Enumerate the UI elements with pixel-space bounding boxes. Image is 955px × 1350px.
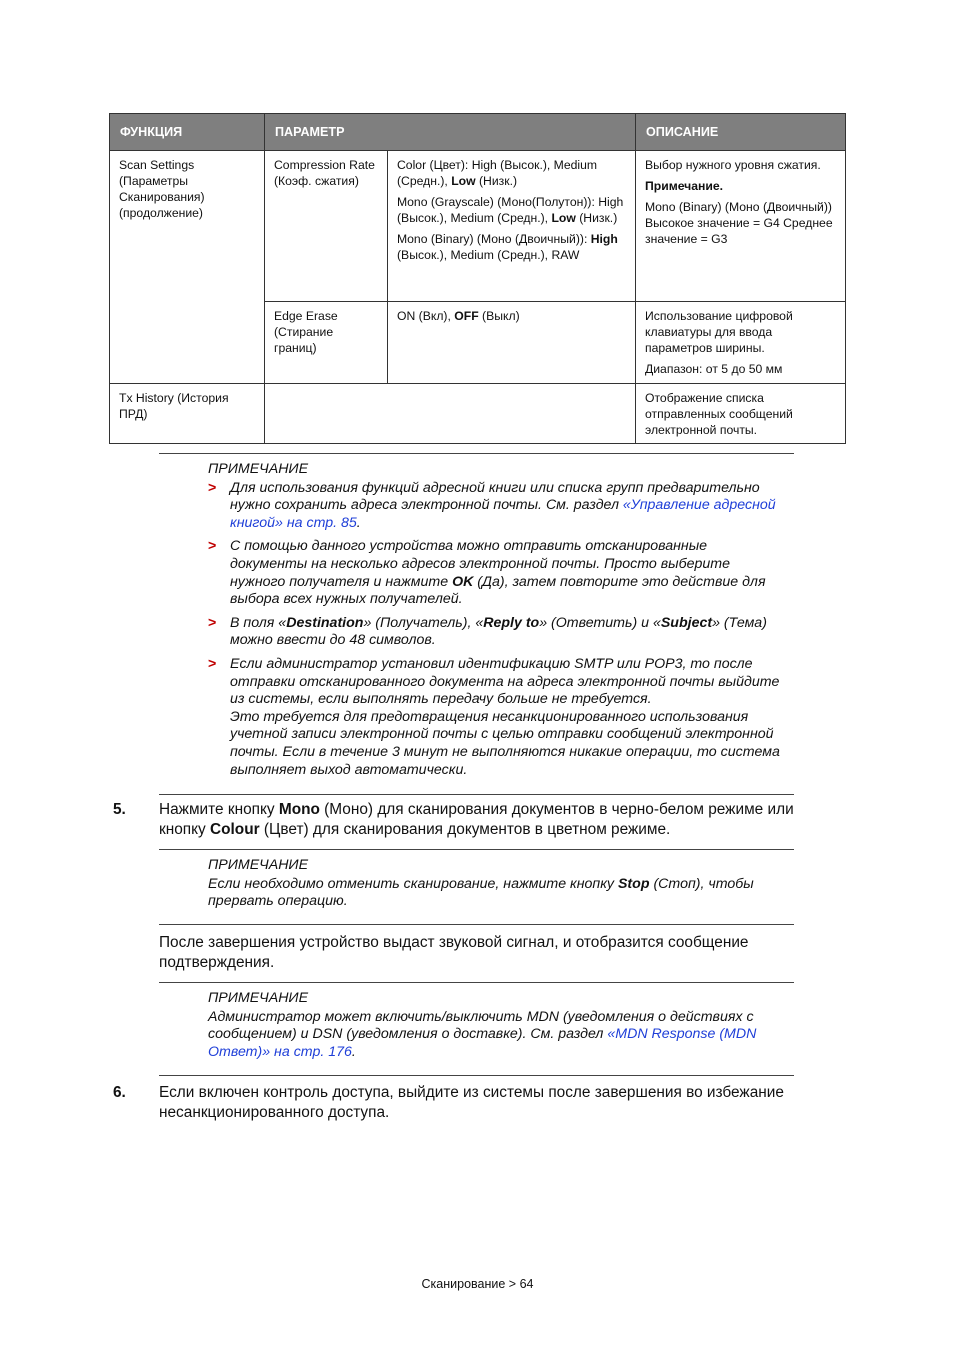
note-cancel-scan [208,857,783,911]
param-tx-history-empty [265,384,636,444]
note-address-book [208,461,783,785]
note-bullet: > Для использования функций адресной книги или списка групп предварительно нужно сохранить адреса электронной почты. См. раздел «Управление адресной книгой» на стр. 85. [208,479,776,531]
step-text: Нажмите кнопку Mono (Моно) для сканирования документов в черно-белом режиме или кнопку Colour (Цвет) для сканирования документов в цветном режиме. [159,801,794,838]
header-parameter: ПАРАМЕТР [265,114,636,151]
completion-paragraph: После завершения устройство выдаст звуковой сигнал, и отобразится сообщение подтверждения. [159,934,749,971]
step-number: 6. [113,1084,126,1101]
value-grayscale: Mono (Grayscale) (Моно(Полутон)): High (Высок.), Medium (Средн.), Low (Низк.) [397,195,624,225]
divider [159,794,794,795]
link-address-book[interactable]: «Управление адресной книгой» на стр. 85 [230,497,776,531]
function-tx-history: Tx History (История ПРД) [110,384,265,444]
note-bullet: > С помощью данного устройства можно отправить отсканированные документы на несколько адресов электронной почты. Просто выберите нужного получателя и нажмите OK (Да), затем повторите это действие для выбора всех нужных получателей. [208,538,766,608]
value-binary: Mono (Binary) (Моно (Двоичный)): High (Высок.), Medium (Средн.), RAW [397,232,618,262]
note-text: Если необходимо отменить сканирование, нажмите кнопку Stop (Стоп), чтобы прервать операцию. [208,875,754,910]
note-bullet: > В поля «Destination» (Получатель), «Reply to» (Ответить) и «Subject» (Тема) можно ввести до 48 символов. [208,614,767,649]
header-function: ФУНКЦИЯ [110,114,265,151]
desc-compression-note-label: Примечание. [645,179,724,193]
divider [159,924,794,925]
divider [159,453,794,454]
table-header-row [110,114,846,151]
note-title: ПРИМЕЧАНИЕ [208,461,309,477]
desc-tx-history: Отображение списка отправленных сообщений электронной почты. [636,384,846,444]
function-scan-settings: Scan Settings (Параметры Сканирования) (продолжение) [110,151,265,384]
desc-edge-erase-text: Использование цифровой клавиатуры для ввода параметров ширины. [645,309,793,355]
step-6 [113,1083,813,1122]
note-bullet: > Если администратор установил идентификацию SMTP или POP3, то после отправки отсканированного документа на адреса электронной почты выйдите из системы, если выполнять передачу больше не требуется. Это требуется для предотвращения несанкционированного использования учетной записи электронной почты с целью отправки сообщений электронной почты. Если в течение 3 минут не выполняются никакие операции, то система выполняет выход автоматически. [208,655,780,778]
table-row [110,384,846,444]
desc-edge-erase-range: Диапазон: от 5 до 50 мм [645,362,783,376]
note-title: ПРИМЕЧАНИЕ [208,990,309,1006]
table-row [110,151,846,302]
note-text: Администратор может включить/выключить MDN (уведомления о действиях с сообщением) и DSN (уведомления о доставке). См. раздел «MDN Response (MDN Ответ)» на стр. 176. [208,1008,757,1060]
note-mdn [208,990,783,1061]
param-edge-erase: Edge Erase (Стирание границ) [265,302,388,384]
step-text: Если включен контроль доступа, выйдите из системы после завершения во избежание несанкционированного доступа. [159,1084,784,1121]
desc-compression [636,151,846,302]
value-color: Color (Цвет): High (Высок.), Medium (Средн.), Low (Низк.) [397,158,598,188]
desc-compression-text: Выбор нужного уровня сжатия. [645,158,821,172]
divider [159,982,794,983]
values-compression [388,151,636,302]
step-number: 5. [113,801,126,818]
step-5 [113,800,813,839]
desc-edge-erase [636,302,846,384]
header-description: ОПИСАНИЕ [636,114,846,151]
page-footer: Сканирование > 64 [421,1277,534,1291]
divider [159,849,794,850]
arrow-icon: > [208,655,217,672]
note-title: ПРИМЕЧАНИЕ [208,857,309,873]
arrow-icon: > [208,538,217,555]
desc-compression-note-text: Mono (Binary) (Моно (Двоичный)) Высокое значение = G4 Среднее значение = G3 [645,200,833,246]
param-compression: Compression Rate (Коэф. сжатия) [265,151,388,302]
arrow-icon: > [208,614,217,631]
arrow-icon: > [208,479,217,496]
link-mdn-response[interactable]: «MDN Response (MDN Ответ)» на стр. 176 [208,1026,757,1060]
settings-table [109,113,846,444]
values-edge-erase: ON (Вкл), OFF (Выкл) [388,302,636,384]
divider [159,1075,794,1076]
